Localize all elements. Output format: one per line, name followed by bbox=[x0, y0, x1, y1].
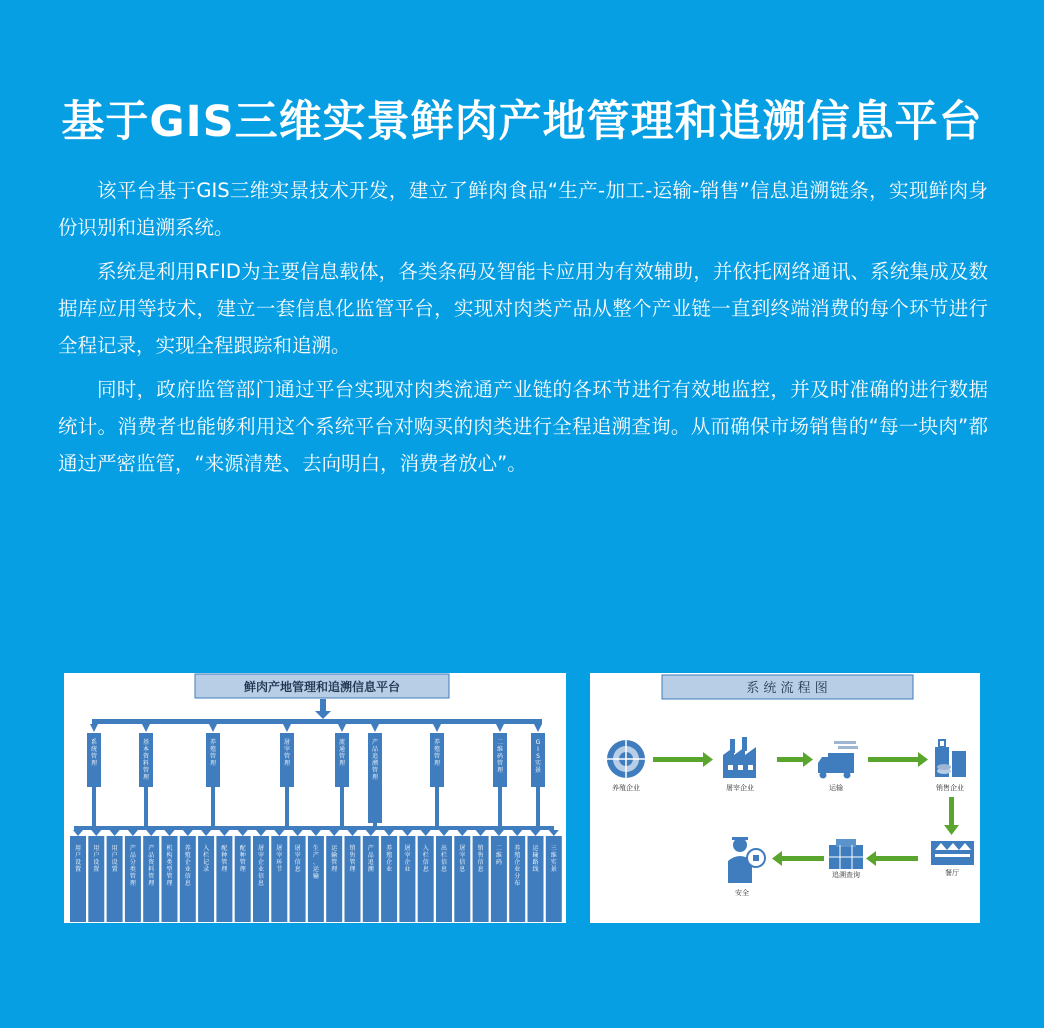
node-label-transport: 运输 bbox=[829, 784, 843, 792]
module-arrow bbox=[496, 724, 504, 732]
leaf-arrow bbox=[293, 830, 303, 836]
leaf-arrow bbox=[421, 830, 431, 836]
leaf-label: 配种管理 bbox=[239, 845, 246, 873]
flow-arrows bbox=[653, 752, 959, 866]
leaf-arrow bbox=[201, 830, 211, 836]
leaf-arrow bbox=[457, 830, 467, 836]
leaf-label: 生产、运输 bbox=[312, 845, 319, 880]
leaf-label: 产品资料管理 bbox=[148, 845, 155, 887]
module-label: 系统管理 bbox=[90, 739, 98, 767]
arrow-transport-to-sales bbox=[868, 752, 928, 767]
leaf-label: 机构类型管理 bbox=[166, 845, 173, 887]
leaf-arrow bbox=[165, 830, 175, 836]
module-arrow bbox=[90, 724, 98, 732]
module-label: 流通管理 bbox=[338, 739, 346, 767]
module-connector bbox=[498, 787, 502, 826]
leaf-label: 养殖企业信息 bbox=[184, 845, 191, 887]
paragraph-3: 同时，政府监管部门通过平台实现对肉类流通产业链的各环节进行有效地监控，并及时准确的进行数据统计。消费者也能够利用这个系统平台对购买的肉类进行全程追溯查询。从而确保市场销售的“每一块肉”都通过严密监管，“来源清楚、去向明白，消费者放心”。 bbox=[58, 378, 988, 475]
leaf-arrow bbox=[329, 830, 339, 836]
module-label: 产品追溯管理 bbox=[371, 739, 379, 781]
leaf-arrow bbox=[512, 830, 522, 836]
leaf-arrow bbox=[183, 830, 193, 836]
leaf-label: 销售信息 bbox=[477, 845, 484, 873]
module-label: 养殖管理 bbox=[209, 739, 217, 767]
restaurant-icon bbox=[931, 841, 974, 865]
leaf-arrow bbox=[256, 830, 266, 836]
module-connector bbox=[92, 787, 96, 826]
leaf-bus bbox=[74, 826, 554, 830]
leaf-label: 入栏记录 bbox=[203, 845, 210, 873]
leaf-label: 屠宰环节 bbox=[276, 845, 283, 873]
arrow-restaurant-to-query bbox=[866, 851, 918, 866]
leaf-label: 用户设置 bbox=[74, 845, 82, 873]
leaf-arrow bbox=[366, 830, 376, 836]
truck-icon bbox=[818, 741, 858, 779]
module-connector bbox=[340, 787, 344, 826]
flow-chart-panel bbox=[590, 673, 980, 923]
paragraph-2: 系统是利用RFID为主要信息载体，各类条码及智能卡应用为有效辅助，并依托网络通讯、系统集成及数据库应用等技术，建立一套信息化监管平台，实现对肉类产品从整个产业链一直到终端消费的每个环节进行全程记录，实现全程跟踪和追溯。 bbox=[58, 260, 988, 357]
leaf-label: 出栏信息 bbox=[440, 845, 448, 873]
module-connector bbox=[144, 787, 148, 826]
arrow-slaughter-to-transport bbox=[777, 752, 813, 767]
leaf-label: 屠宰信息 bbox=[294, 845, 301, 873]
node-label-farm: 养殖企业 bbox=[612, 784, 640, 792]
leaf-label: 养殖企业 bbox=[386, 845, 393, 873]
leaf-label: 运输管理 bbox=[331, 845, 338, 873]
arrow-sales-to-restaurant bbox=[944, 797, 959, 835]
factory-icon bbox=[723, 737, 756, 778]
module-label: 养殖管理 bbox=[433, 739, 441, 767]
module-connector bbox=[373, 823, 377, 830]
leaf-label: 配种管理 bbox=[221, 845, 228, 873]
page-title: 基于GIS三维实景鲜肉产地管理和追溯信息平台 bbox=[61, 97, 983, 147]
leaf-label: 养殖企业分布 bbox=[514, 845, 521, 887]
leaf-label: 产品追溯 bbox=[367, 845, 374, 873]
module-label: 基本资料管理 bbox=[142, 739, 150, 781]
flow-chart bbox=[590, 673, 980, 923]
module-arrow bbox=[534, 724, 542, 732]
leaf-arrow bbox=[91, 830, 101, 836]
leaf-label: 产品分类管理 bbox=[129, 845, 136, 887]
org-chart-modules bbox=[87, 699, 545, 823]
leaf-arrow bbox=[476, 830, 486, 836]
leaf-arrow bbox=[110, 830, 120, 836]
module-arrow bbox=[142, 724, 150, 732]
leaf-label: 屠宰企业 bbox=[404, 845, 411, 873]
module-arrow bbox=[209, 724, 217, 732]
leaf-label: 二维码 bbox=[495, 845, 502, 866]
org-chart-leaves bbox=[70, 787, 562, 922]
flow-chart-title: 系 统 流 程 图 bbox=[746, 681, 828, 696]
leaf-label: 入栏信息 bbox=[422, 845, 429, 873]
module-arrow bbox=[371, 724, 379, 732]
leaf-label: 用户设置 bbox=[111, 845, 118, 873]
org-chart-panel bbox=[64, 673, 566, 923]
leaf-arrow bbox=[311, 830, 321, 836]
leaf-arrow bbox=[274, 830, 284, 836]
module-label: G I S 实景 bbox=[534, 739, 542, 774]
node-label-query: 追溯查询 bbox=[832, 871, 860, 879]
leaf-arrow bbox=[384, 830, 394, 836]
org-chart-title: 鲜肉产地管理和追溯信息平台 bbox=[243, 680, 401, 694]
leaf-arrow bbox=[549, 830, 559, 836]
leaf-arrow bbox=[219, 830, 229, 836]
trunk-arrow-head bbox=[315, 711, 331, 719]
module-arrow bbox=[338, 724, 346, 732]
leaf-arrow bbox=[439, 830, 449, 836]
leaf-label: 屠宰信息 bbox=[459, 845, 466, 873]
node-label-safety: 安全 bbox=[735, 889, 749, 897]
leaf-label: 屠宰企业信息 bbox=[257, 845, 265, 887]
leaf-arrow bbox=[348, 830, 358, 836]
shop-bag-icon bbox=[935, 740, 966, 777]
module-connector bbox=[536, 787, 540, 826]
module-label: 屠宰管理 bbox=[283, 739, 291, 767]
module-connector bbox=[211, 787, 215, 826]
leaf-arrow bbox=[238, 830, 248, 836]
database-query-icon bbox=[829, 839, 863, 869]
arrow-query-to-safety bbox=[772, 851, 824, 866]
module-arrow bbox=[433, 724, 441, 732]
leaf-arrow bbox=[494, 830, 504, 836]
arrow-farm-to-slaughter bbox=[653, 752, 713, 767]
module-connector bbox=[435, 787, 439, 826]
module-connector bbox=[285, 787, 289, 826]
node-label-slaughter: 屠宰企业 bbox=[726, 784, 754, 792]
node-label-sales: 销售企业 bbox=[936, 784, 964, 792]
leaf-label: 销售管理 bbox=[349, 845, 356, 873]
leaf-label: 用户设置 bbox=[93, 845, 100, 873]
description-text bbox=[58, 172, 988, 489]
org-chart bbox=[64, 673, 566, 923]
leaf-arrow bbox=[146, 830, 156, 836]
node-label-restaurant: 餐厅 bbox=[945, 869, 959, 877]
leaf-label: 三维实景 bbox=[550, 845, 557, 873]
module-arrow bbox=[283, 724, 291, 732]
police-lock-icon bbox=[728, 837, 765, 883]
module-label: 二维码管理 bbox=[496, 739, 504, 774]
paragraph-1: 该平台基于GIS三维实景技术开发，建立了鲜肉食品“生产-加工-运输-销售”信息追溯链条，实现鲜肉身份识别和追溯系统。 bbox=[58, 179, 988, 239]
module-bus bbox=[92, 719, 542, 724]
leaf-arrow bbox=[73, 830, 83, 836]
leaf-arrow bbox=[128, 830, 138, 836]
leaf-arrow bbox=[402, 830, 412, 836]
farm-icon bbox=[607, 740, 645, 778]
trunk-arrow bbox=[320, 699, 326, 711]
leaf-label: 运输路线 bbox=[532, 845, 539, 873]
leaf-arrow bbox=[531, 830, 541, 836]
